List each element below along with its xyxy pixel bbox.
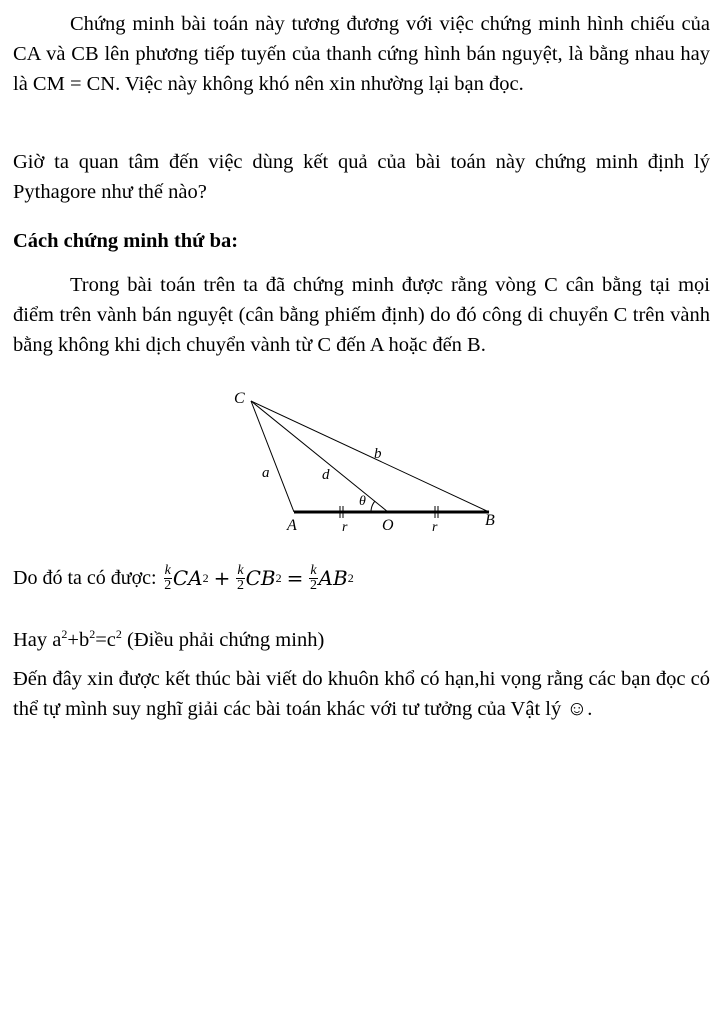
paragraph-third-proof: Trong bài toán trên ta đã chứng minh được rằng vòng C cân bằng tại mọi điểm trên vành bán nguyệt (cân bằng phiếm định) do đó công di chuyển C trên vành bằng không khi dịch chuyển vành từ C đến A hoặc đến B. [13,274,710,356]
term-cb: CB [245,566,276,590]
section-heading: Cách chứng minh thứ ba: [13,230,239,252]
label-d: d [322,467,330,483]
equation-line [13,563,354,593]
term-ab: AB [318,566,348,590]
label-r-right: r [432,520,438,535]
segment-co [251,401,388,512]
segment-cb [251,401,489,512]
label-theta: θ [359,494,366,509]
label-o: O [382,517,394,534]
paragraph-pythagore-question: Giờ ta quan tâm đến việc dùng kết quả của bài toán này chứng minh định lý Pythagore như thế nào? [13,151,710,203]
hay-exp-c: 2 [115,627,122,641]
fraction-k-over-2-second: $\frac{k}{2}$ [236,562,244,593]
label-a: a [262,465,270,481]
label-vertex-b: B [485,512,495,529]
label-r-left: r [342,520,348,535]
label-b: b [374,446,382,462]
hay-lead: Hay a [13,628,62,651]
label-c: C [234,390,245,407]
exp-cb: 2 [275,571,282,585]
equation-lead: Do đó ta có được: [13,567,157,589]
hay-exp-b: 2 [89,627,96,641]
angle-theta-arc [371,501,375,512]
pythagore-result [13,619,324,655]
exp-ca: 2 [202,571,209,585]
fraction-k-over-2-first: $\frac{k}{2}$ [164,562,172,593]
triangle-diagram [228,385,498,545]
hay-eq-c: =c [95,628,116,651]
fraction-k-over-2-third: $\frac{k}{2}$ [309,562,317,593]
equals-sign: = [286,566,304,590]
paragraph-projection: Chứng minh bài toán này tương đương với việc chứng minh hình chiếu của CA và CB lên phương tiếp tuyến của thanh cứng hình bán nguyệt, là bằng nhau hay là CM = CN. Việc này không khó nên xin nhường lại bạn đọc. [13,13,710,95]
exp-ab: 2 [347,571,354,585]
hay-tail: (Điều phải chứng minh) [121,628,325,651]
label-vertex-a: A [287,517,297,534]
paragraph-closing: Đến đây xin được kết thúc bài viết do khuôn khổ có hạn,hi vọng rằng các bạn đọc có thể tự mình suy nghĩ giải các bài toán khác với tư tưởng của Vật lý ☺. [13,668,710,720]
hay-exp-a: 2 [61,627,68,641]
hay-plus-b: +b [67,628,90,651]
plus-sign: + [213,566,231,590]
term-ca: CA [172,566,203,590]
